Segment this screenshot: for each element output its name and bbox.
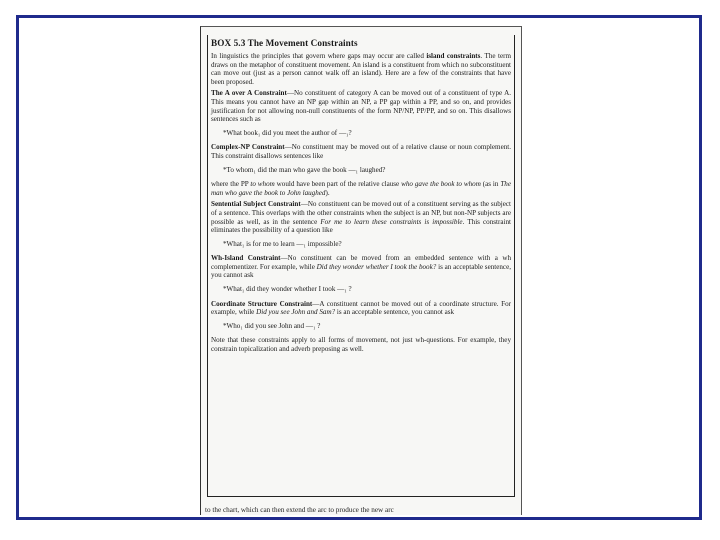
wh-island-paragraph: Wh-Island Constraint—No constituent can be moved from an embedded sentence with a wh complementizer. For example, while Did they wonder whether I took the book? is an acceptable sentence, you cannot ask — [211, 254, 511, 280]
example-sentence: *Who₁ did you see John and —₁ ? — [223, 321, 321, 330]
box-title: BOX 5.3 The Movement Constraints — [211, 38, 358, 48]
sentential-subject-paragraph: Sentential Subject Constraint—No constituent can be moved out of a constituent serving as the subject of a sentence. This overlaps with the other constraints when the subject is an NP, but non-NP subjects are possible as well, as in the sentence For me to learn these constraints is impossible. This constraint eliminates the possibility of a question like — [211, 200, 512, 235]
example-sentence: *What₁ is for me to learn —₁ impossible? — [223, 239, 342, 248]
constraint-name: Complex-NP Constraint — [211, 143, 285, 152]
a-over-a-paragraph: The A over A Constraint—No constituent of category A can be moved out of a constituent of type A. This means you cannot have an NP gap within an NP, a PP gap within a PP, and so on, and provides justification for not allowing non-null constituents of the form NP/NP, PP/PP, and so on. This disallows sentences such as — [211, 89, 511, 124]
constraint-name: Wh-Island Constraint — [211, 254, 281, 263]
constraint-name: Coordinate Structure Constraint — [211, 299, 313, 308]
coordinate-structure-paragraph: Coordinate Structure Constraint—A constituent cannot be moved out of a coordinate structure. For example, while Did you see John and Sam? is an acceptable sentence, you cannot ask — [211, 299, 511, 317]
constraint-name: Sentential Subject Constraint — [211, 200, 301, 209]
example-sentence: *What₁ did they wonder whether I took —₁ ? — [223, 285, 352, 294]
example-sentence: *What book₁ did you meet the author of —₁? — [223, 128, 352, 137]
example-sentence: *To whom₁ did the man who gave the book —₁ laughed? — [223, 165, 386, 174]
note-paragraph: Note that these constraints apply to all forms of movement, not just wh-questions. For example, they constrain topicalization and adverb preposing as well. — [211, 336, 511, 354]
constraint-name: The A over A Constraint — [211, 89, 287, 98]
scanned-page — [200, 26, 522, 515]
intro-paragraph: In linguistics the principles that govern where gaps may occur are called island constraints. The term draws on the metaphor of constituent movement. An island is a constituent from which no subconstituent can move out (just as a person cannot walk off an island). Here are a few of the constraints that have been proposed. — [211, 52, 511, 86]
complex-np-paragraph: Complex-NP Constraint—No constituent may be moved out of a relative clause or noun complement. This constraint disallows sentences like — [211, 143, 512, 160]
box-5-3 — [207, 35, 515, 497]
page-caption-fragment: to the chart, which can then extend the arc to produce the new arc — [205, 506, 394, 514]
complex-np-followup: where the PP to whom would have been part of the relative clause who gave the book to whom (as in The man who gave the book to John laughed). — [211, 180, 511, 197]
